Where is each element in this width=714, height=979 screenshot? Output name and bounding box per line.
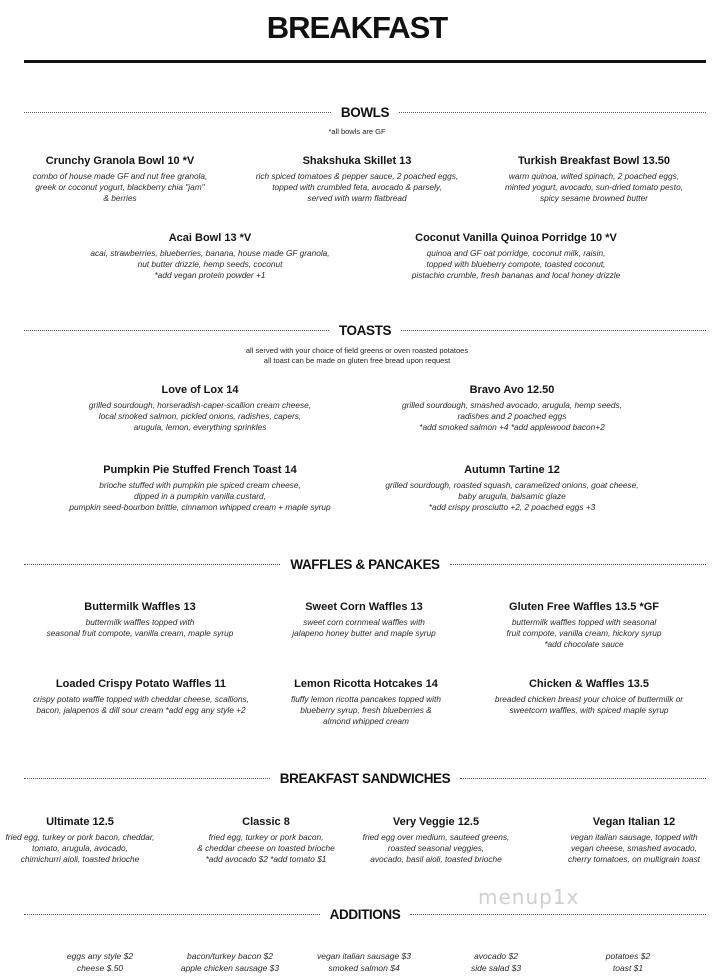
item-desc: quinoa and GF oat porridge, coconut milk, raisin, topped with blueberry compote, toasted coconut, pistachio crumble, fresh bananas and local honey drizzle: [411, 248, 621, 280]
divider: [399, 112, 706, 113]
divider: [24, 914, 320, 915]
menu-item: [554, 815, 714, 865]
item-desc: crispy potato waffle topped with cheddar cheese, scallions, bacon, jalapenos & dill sour cream *add egg any style +2: [33, 694, 249, 715]
item-desc: fried egg over medium, sauteed greens, roasted seasonal veggies, avocado, basil aioli, toasted brioche: [362, 832, 510, 864]
item-desc: buttermilk waffles topped with seasonal fruit compote, vanilla cream, maple syrup: [46, 617, 234, 638]
toasts-note: all served with your choice of field greens or oven roasted potatoes all toast can be made on gluten free bread upon request: [245, 346, 469, 365]
addition-item: cheese $.50: [76, 963, 124, 973]
addition-item: potatoes $2: [605, 951, 651, 961]
additions-column: [558, 950, 698, 974]
item-desc: grilled sourdough, smashed avocado, arugula, hemp seeds, radishes and 2 poached eggs *add smoked salmon +4 *add applewood bacon+2: [401, 400, 622, 432]
item-name: Buttermilk Waffles 13: [84, 601, 196, 613]
additions-column: [30, 950, 170, 974]
menu-item: [60, 231, 360, 281]
menu-item: [366, 231, 666, 281]
additions-column: [426, 950, 566, 974]
divider: [460, 778, 706, 779]
menu-item: [362, 383, 662, 433]
item-desc: brioche stuffed with pumpkin pie spiced cream cheese, dipped in a pumpkin vanilla custard, pumpkin seed-bourbon brittle, cinnamon whipped cream + maple syrup: [69, 480, 331, 512]
addition-item: vegan italian sausage $3: [316, 951, 412, 961]
addition-item: bacon/turkey bacon $2: [186, 951, 273, 961]
item-name: Shakshuka Skillet 13: [302, 155, 412, 167]
divider: [24, 778, 270, 779]
bowls-heading: [24, 104, 706, 120]
bowls-note: *all bowls are GF: [328, 127, 386, 136]
item-name: Gluten Free Waffles 13.5 *GF: [509, 601, 659, 613]
menu-item: [362, 463, 662, 513]
divider: [401, 330, 706, 331]
addition-item: side salad $3: [470, 963, 522, 973]
divider: [410, 914, 706, 915]
section-title: BREAKFAST SANDWICHES: [279, 770, 451, 786]
item-desc: fried egg, turkey or pork bacon, cheddar, tomato, arugula, avocado, chimichurri aioli, toasted brioche: [5, 832, 155, 864]
title-rule: [24, 60, 706, 63]
item-desc: fried egg, turkey or pork bacon, & cheddar cheese on toasted brioche *add avocado $2 *add tomato $1: [197, 832, 335, 864]
section-title: WAFFLES & PANCAKES: [290, 556, 440, 572]
divider: [450, 564, 706, 565]
menu-item: [246, 677, 486, 727]
item-desc: breaded chicken breast your choice of buttermilk or sweetcorn waffles, with spiced maple syrup: [494, 694, 684, 715]
item-name: Bravo Avo 12.50: [469, 384, 555, 396]
item-desc: vegan italian sausage, topped with vegan cheese, smashed avocado, cherry tomatoes, on multigrain toast: [568, 832, 700, 864]
item-desc: fluffy lemon ricotta pancakes topped with blueberry syrup, fresh blueberries & almond whipped cream: [291, 694, 441, 726]
additions-column: [160, 950, 300, 974]
item-desc: combo of house made GF and nut free granola, greek or coconut yogurt, blackberry chia "jam" & berries: [32, 171, 208, 203]
item-name: Vegan Italian 12: [592, 816, 676, 828]
menu-item: [50, 463, 350, 513]
watermark-logo: menup1x: [478, 885, 580, 909]
section-title: ADDITIONS: [329, 906, 401, 922]
menu-item: [454, 600, 714, 650]
divider: [24, 330, 329, 331]
item-name: Sweet Corn Waffles 13: [305, 601, 423, 613]
addition-item: apple chicken sausage $3: [180, 963, 280, 973]
menu-item: [237, 154, 477, 204]
item-desc: grilled sourdough, horseradish-caper-scallion cream cheese, local smoked salmon, pickled onions, radishes, capers, arugula, lemon, everything sprinkles: [88, 400, 312, 432]
divider: [24, 112, 331, 113]
page-title: BREAKFAST: [266, 10, 448, 45]
menu-item: [0, 815, 160, 865]
menu-item: [0, 677, 282, 716]
sandwiches-heading: [24, 770, 706, 786]
item-name: Very Veggie 12.5: [392, 816, 480, 828]
addition-item: eggs any style $2: [66, 951, 134, 961]
item-desc: grilled sourdough, roasted squash, caramelized onions, goat cheese, baby arugula, balsamic glaze *add crispy prosciutto +2, 2 poached eggs +3: [385, 480, 639, 512]
item-name: Lemon Ricotta Hotcakes 14: [294, 678, 438, 690]
item-desc: sweet corn cornmeal waffles with jalapeno honey butter and maple syrup: [292, 617, 436, 638]
item-name: Ultimate 12.5: [46, 816, 114, 828]
item-name: Chicken & Waffles 13.5: [528, 678, 650, 690]
item-name: Turkish Breakfast Bowl 13.50: [517, 155, 671, 167]
menu-item: [0, 154, 240, 204]
additions-heading: [24, 906, 706, 922]
toasts-heading: [24, 322, 706, 338]
item-name: Pumpkin Pie Stuffed French Toast 14: [103, 464, 297, 476]
menu-item: [50, 383, 350, 433]
menu-item: [186, 815, 346, 865]
section-title: BOWLS: [340, 104, 390, 120]
item-name: Love of Lox 14: [161, 384, 239, 396]
item-desc: warm quinoa, wilted spinach, 2 poached eggs, minted yogurt, avocado, sun-dried tomato pesto, spicy sesame browned butter: [504, 171, 684, 203]
waffles-heading: [24, 556, 706, 572]
item-name: Acai Bowl 13 *V: [168, 232, 252, 244]
section-title: TOASTS: [338, 322, 392, 338]
item-desc: acai, strawberries, blueberries, banana, house made GF granola, nut butter drizzle, hemp seeds, coconut *add vegan protein powder +1: [90, 248, 330, 280]
item-name: Classic 8: [242, 816, 290, 828]
item-name: Autumn Tartine 12: [464, 464, 560, 476]
menu-item: [474, 154, 714, 204]
item-name: Loaded Crispy Potato Waffles 11: [55, 678, 227, 690]
additions-column: [294, 950, 434, 974]
item-desc: buttermilk waffles topped with seasonal fruit compote, vanilla cream, hickory syrup *add chocolate sauce: [506, 617, 662, 649]
item-name: Crunchy Granola Bowl 10 *V: [45, 155, 195, 167]
addition-item: toast $1: [612, 963, 644, 973]
menu-item: [464, 677, 714, 716]
addition-item: avocado $2: [474, 951, 518, 961]
menu-item: [356, 815, 516, 865]
divider: [24, 564, 280, 565]
addition-item: smoked salmon $4: [328, 963, 400, 973]
item-name: Coconut Vanilla Quinoa Porridge 10 *V: [415, 232, 617, 244]
item-desc: rich spiced tomatoes & pepper sauce, 2 poached eggs, topped with crumbled feta, avocado & parsely, served with warm flatbread: [255, 171, 459, 203]
